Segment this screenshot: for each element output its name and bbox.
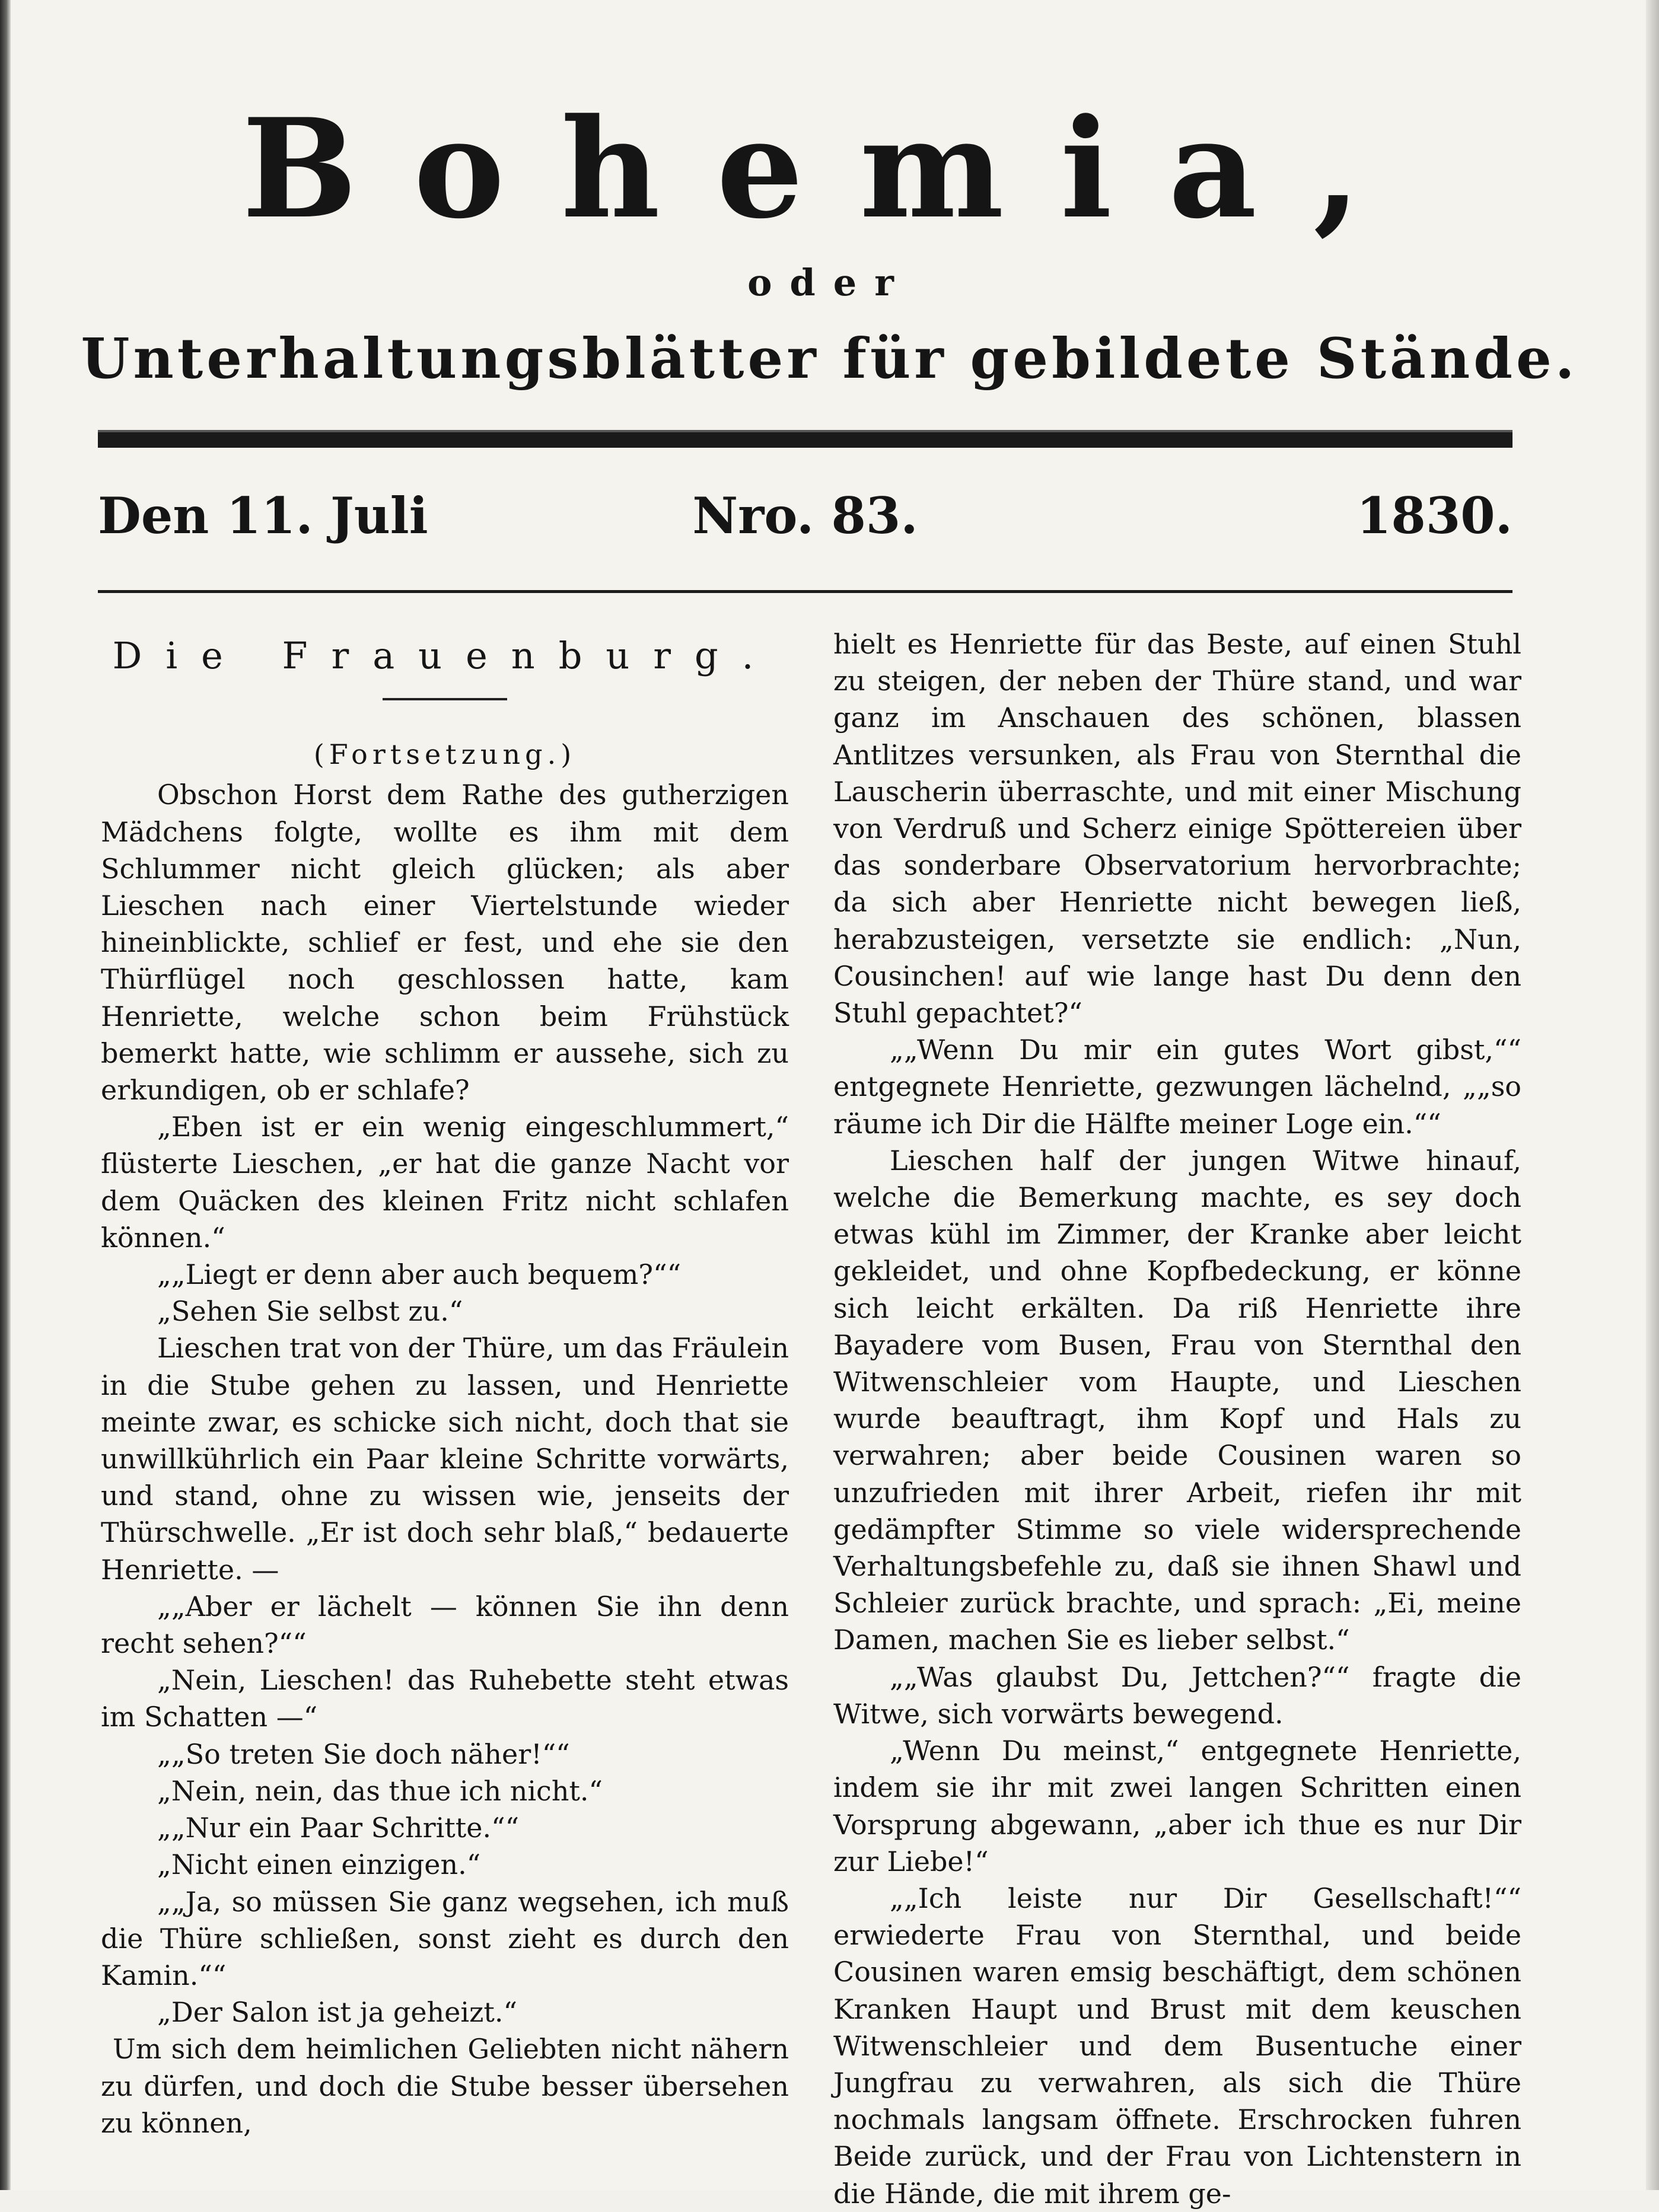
paragraph: „Sehen Sie selbst zu.“ [157,1295,463,1328]
title-separator [383,698,507,700]
paragraph: Lieschen trat von der Thüre, um das Fräulein in die Stube gehen zu lassen, und Henriette meinte zwar, es schicke sich nicht, doch that sie unwillkührlich ein Paar kleine Schritte vorwärts, und stand, ohne zu wissen wie, jenseits der Thürschwelle. „Er ist doch sehr blaß,“ bedauerte Henriette. — [101,1332,789,1586]
paragraph: „„Ich leiste nur Dir Gesellschaft!““ erwiederte Frau von Sternthal, und beide Cousinen waren emsig beschäftigt, dem schönen Kranken Haupt und Brust mit dem keuschen Witwenschleier und dem Busentuche einer Jungfrau zu verwahren, als sich die Thüre nochmals langsam öffnete. Erschrocken fuhren Beide zurück, und der Frau von Lichtenstern in die Hände, die mit ihrem ge- [833,1882,1521,2210]
paragraph: „„Liegt er denn aber auch bequem?““ [157,1258,682,1291]
paragraph: „„Wenn Du mir ein gutes Wort gibst,““ entgegnete Henriette, gezwungen lächelnd, „„so räume ich Dir die Hälfte meiner Loge ein.““ [833,1034,1521,1140]
paragraph: „„Nur ein Paar Schritte.““ [157,1812,520,1844]
article-title: Die Frauenburg. [112,634,778,677]
paragraph: „Nein, nein, das thue ich nicht.“ [157,1774,603,1807]
dateline-rule [98,590,1512,593]
paragraph: „Wenn Du meinst,“ entgegnete Henriette, indem sie ihr mit zwei langen Schritten einen Vorsprung abgewann, „aber ich thue es nur Dir zur Liebe!“ [833,1735,1521,1878]
paragraph: Um sich dem heimlichen Geliebten nicht nähern zu dürfen, und doch die Stube besser übersehen zu können, [101,2033,789,2139]
masthead-connector: oder [747,261,912,304]
issue-number: Nro. 83. [692,486,918,545]
masthead-title: Bohemia, [241,89,1418,249]
masthead-subtitle: Unterhaltungsblätter für gebildete Stände. [81,326,1578,391]
paragraph: „Eben ist er ein wenig eingeschlummert,“ flüsterte Lieschen, „er hat die ganze Nacht vor dem Quäcken des kleinen Fritz nicht schlafen können.“ [101,1111,789,1254]
paragraph: „Der Salon ist ja geheizt.“ [157,1996,517,2029]
paragraph: „Nicht einen einzigen.“ [157,1848,481,1881]
paragraph: „Nein, Lieschen! das Ruhebette steht etwas im Schatten —“ [101,1664,789,1733]
article-continued-label: (Fortsetzung.) [313,738,577,771]
masthead-rule [98,430,1512,448]
paragraph: „„Ja, so müssen Sie ganz wegsehen, ich muß die Thüre schließen, sonst zieht es durch den Kamin.““ [101,1885,789,1991]
paragraph: Lieschen half der jungen Witwe hinauf, welche die Bemerkung machte, es sey doch etwas kühl im Zimmer, der Kranke aber leicht gekleidet, und ohne Kopfbedeckung, er könne sich leicht erkälten. Da riß Henriette ihre Bayadere vom Busen, Frau von Sternthal den Witwenschleier vom Haupte, und Lieschen wurde beauftragt, ihm Kopf und Hals zu verwahren; aber beide Cousinen waren so unzufrieden mit ihrer Arbeit, riefen ihr mit gedämpfter Stimme so viele widersprechende Verhaltungsbefehle zu, daß sie ihnen Shawl und Schleier zurück brachte, und sprach: „Ei, meine Damen, machen Sie es lieber selbst.“ [833,1144,1521,1656]
dateline [98,486,1512,552]
paragraph: „„So treten Sie doch näher!““ [157,1738,570,1770]
paragraph: Obschon Horst dem Rathe des gutherzigen Mädchens folgte, wollte es ihm mit dem Schlummer nicht gleich glücken; als aber Lieschen nach einer Viertelstunde wieder hineinblickte, schlief er fest, und ehe sie den Thürflügel noch geschlossen hatte, kam Henriette, welche schon beim Frühstück bemerkt hatte, wie schlimm er aussehe, sich zu erkundigen, ob er schlafe? [101,779,789,1107]
issue-date: Den 11. Juli [98,486,428,545]
left-column [101,626,789,2141]
right-column [833,626,1521,2212]
paragraph: „„Was glaubst Du, Jettchen?““ fragte die Witwe, sich vorwärts bewegend. [833,1660,1521,1730]
paragraph: „„Aber er lächelt — können Sie ihn denn recht sehen?““ [101,1590,789,1660]
paragraph: hielt es Henriette für das Beste, auf einen Stuhl zu steigen, der neben der Thüre stand, und war ganz im Anschauen des schönen, blassen Antlitzes versunken, als Frau von Sternthal die Lauscherin überraschte, und mit einer Mischung von Verdruß und Scherz einige Spöttereien über das sonderbare Observatorium hervorbrachte; da sich aber Henriette nicht bewegen ließ, herabzusteigen, versetzte sie endlich: „Nun, Cousinchen! auf wie lange hast Du denn den Stuhl gepachtet?“ [833,628,1521,1029]
issue-year: 1830. [1356,486,1512,545]
